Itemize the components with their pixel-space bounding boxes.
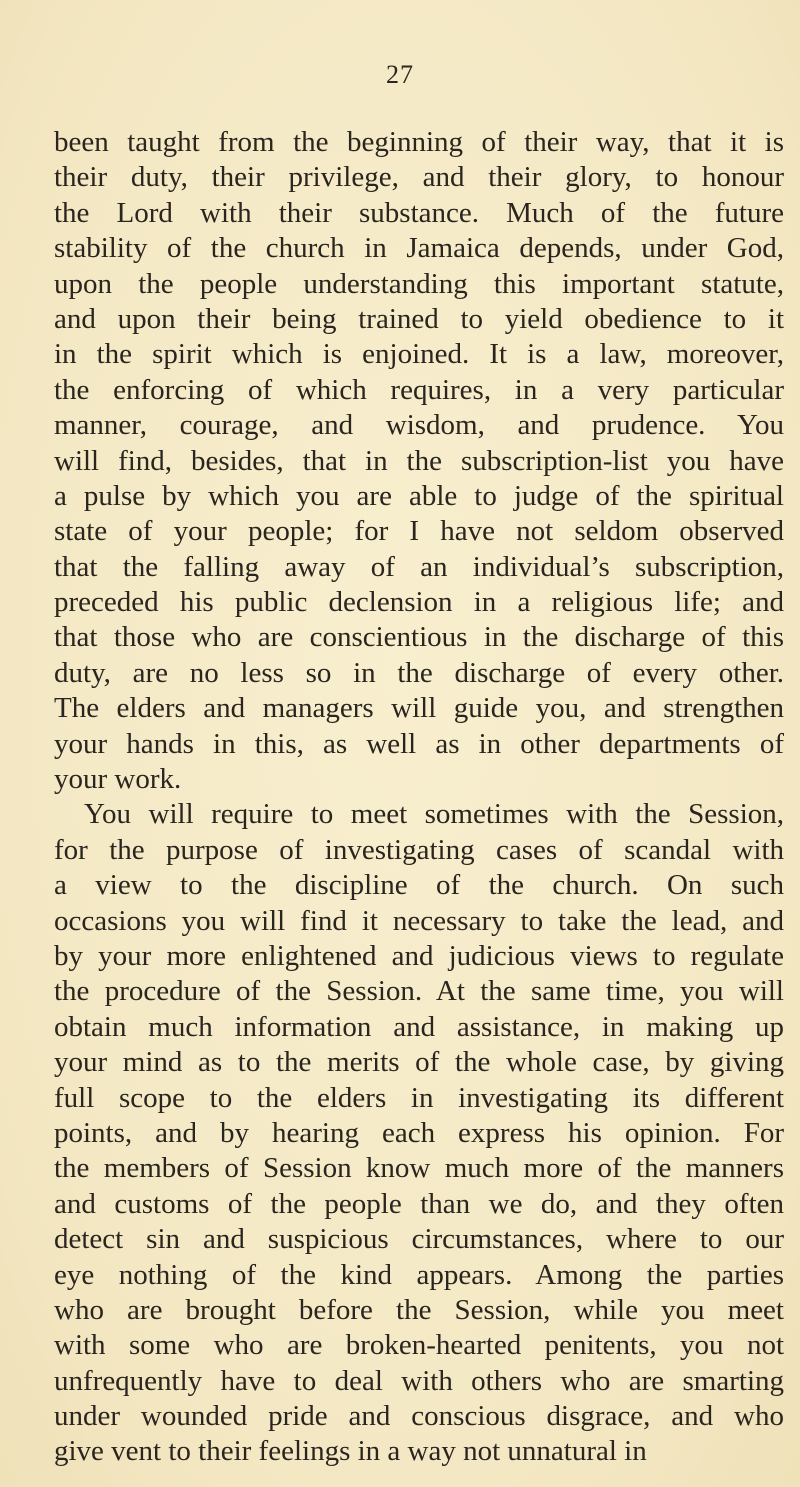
text-line: detect sin and suspicious circumstances, where to our — [54, 1223, 784, 1256]
text-line: your work. — [54, 763, 182, 796]
text-line: who are brought before the Session, while you meet — [54, 1293, 784, 1326]
body-text — [54, 125, 784, 1470]
text-line: been taught from the beginning of their way, that it is — [54, 126, 784, 158]
text-line: your mind as to the merits of the whole case, by giving — [54, 1046, 784, 1079]
text-line: preceded his public declension in a religious life; and — [54, 586, 784, 619]
text-line: and upon their being trained to yield obedience to it — [54, 302, 784, 335]
text-line: that those who are conscientious in the discharge of this — [54, 621, 784, 654]
text-line: the Lord with their substance. Much of the future — [54, 196, 784, 229]
text-line: unfrequently have to deal with others who are smarting — [54, 1364, 784, 1397]
text-line: the procedure of the Session. At the same time, you will — [54, 975, 784, 1008]
text-line: stability of the church in Jamaica depends, under God, — [54, 232, 784, 265]
text-line: occasions you will find it necessary to take the lead, and — [54, 904, 784, 937]
text-line: duty, are no less so in the discharge of every other. — [54, 656, 784, 689]
text-line: points, and by hearing each express his opinion. For — [54, 1116, 784, 1149]
text-line: manner, courage, and wisdom, and prudence. You — [54, 409, 784, 442]
text-line: in the spirit which is enjoined. It is a law, moreover, — [54, 338, 784, 371]
text-line: You will require to meet sometimes with the Session, — [84, 798, 784, 831]
text-line: state of your people; for I have not seldom observed — [54, 515, 784, 548]
text-line: give vent to their feelings in a way not unnatural in — [54, 1435, 647, 1468]
text-line: your hands in this, as well as in other departments of — [54, 727, 784, 760]
text-line: will find, besides, that in the subscription-list you have — [54, 444, 784, 477]
text-line: eye nothing of the kind appears. Among the parties — [54, 1258, 784, 1291]
text-line: and customs of the people than we do, and they often — [54, 1187, 784, 1220]
text-line: the enforcing of which requires, in a very particular — [54, 373, 784, 406]
text-line: under wounded pride and conscious disgrace, and who — [54, 1400, 784, 1433]
text-line: upon the people understanding this important statute, — [54, 267, 784, 300]
text-line: full scope to the elders in investigating its different — [54, 1081, 784, 1114]
text-line: a pulse by which you are able to judge of the spiritual — [54, 479, 784, 512]
text-line: their duty, their privilege, and their glory, to honour — [54, 161, 784, 194]
text-line: that the falling away of an individual’s subscription, — [54, 550, 784, 583]
text-line: for the purpose of investigating cases of scandal with — [54, 833, 784, 866]
text-line: by your more enlightened and judicious views to regulate — [54, 939, 784, 972]
text-line: with some who are broken-hearted penitents, you not — [54, 1329, 784, 1362]
text-line: the members of Session know much more of the manners — [54, 1152, 784, 1185]
text-line: a view to the discipline of the church. On such — [54, 869, 784, 902]
text-line: obtain much information and assistance, in making up — [54, 1010, 784, 1043]
text-line: The elders and managers will guide you, and strengthen — [54, 692, 784, 725]
page-number: 27 — [386, 60, 414, 89]
